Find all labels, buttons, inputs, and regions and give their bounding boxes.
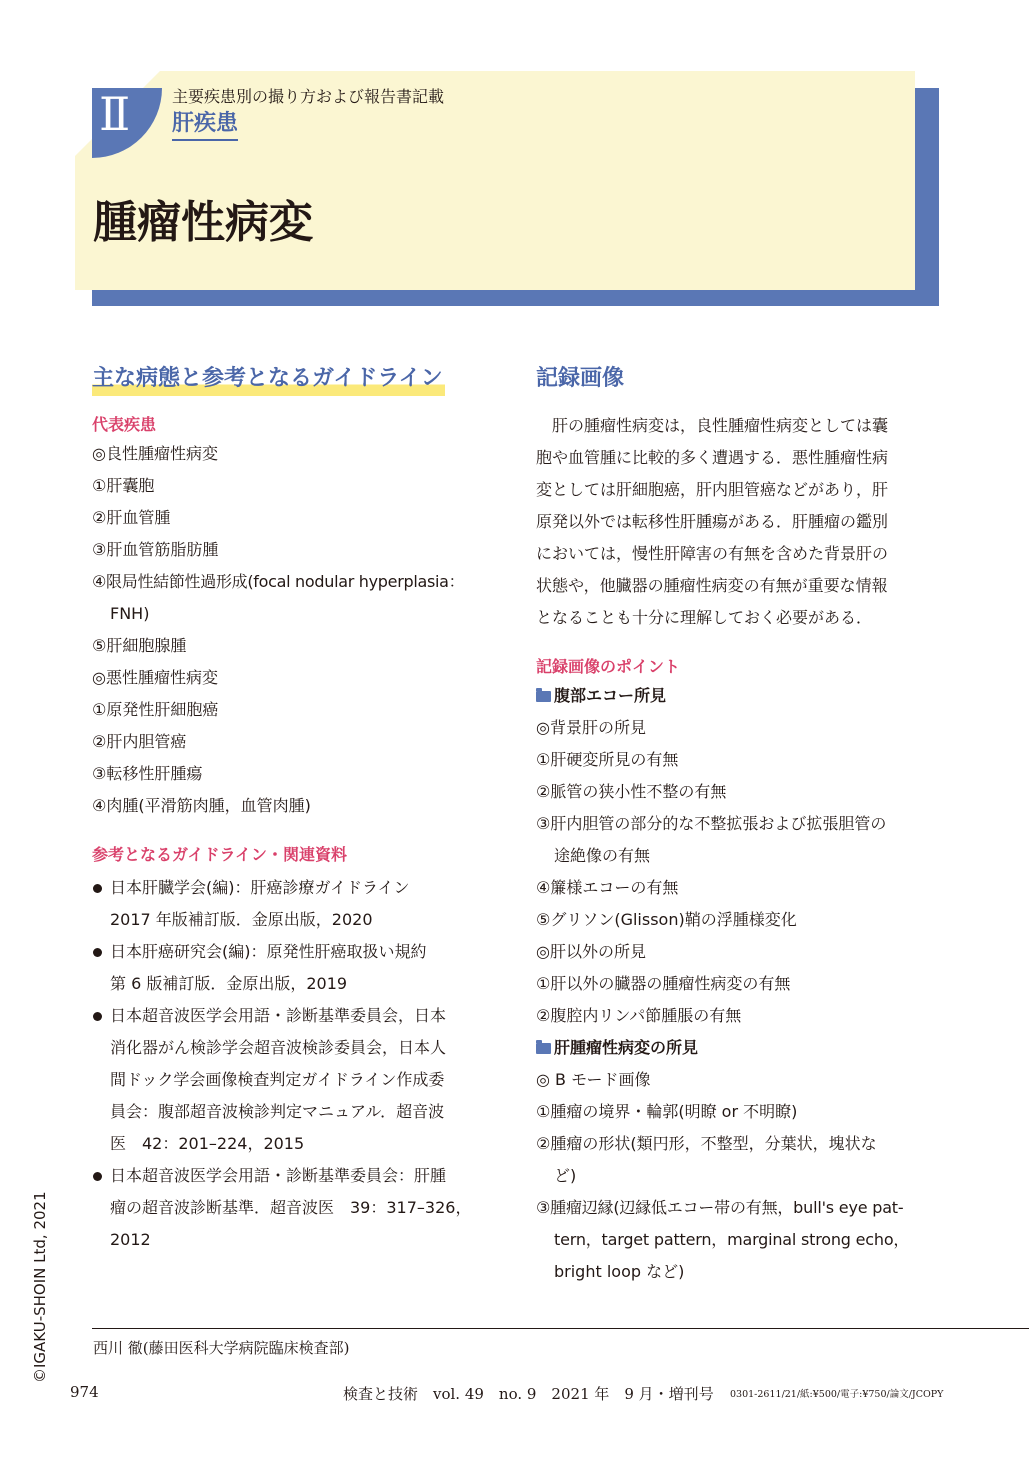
list-item: ②脈管の狭小性不整の有無	[536, 782, 727, 801]
bmode-heading: ◎ B モード画像	[536, 1070, 651, 1089]
reference-line: 2012	[110, 1230, 151, 1249]
list-item: ②肝内胆管癌	[92, 732, 187, 751]
list-item: ⑤肝細胞腺腫	[92, 636, 187, 655]
list-item: ②肝血管腫	[92, 508, 171, 527]
list-item: ①肝硬変所見の有無	[536, 750, 679, 769]
section-roman-numeral: Ⅱ	[99, 87, 125, 141]
tumor-findings-label: 肝腫瘤性病変の所見	[554, 1038, 699, 1057]
list-item: ③腫瘤辺縁(辺縁低エコー帯の有無，bull's eye pat-	[536, 1198, 904, 1217]
intro-line: においては，慢性肝障害の有無を含めた背景肝の	[536, 544, 889, 563]
section-subtitle: 主要疾患別の撮り方および報告書記載	[172, 87, 445, 106]
intro-line: 変としては肝細胞癌，肝内胆管癌などがあり，肝	[536, 480, 889, 499]
reference-line: 日本肝臓学会(編)：肝癌診療ガイドライン	[110, 878, 410, 897]
abdominal-echo-heading	[536, 680, 946, 712]
footer-divider	[92, 1328, 1029, 1329]
list-item: ⑤グリソン(Glisson)鞘の浮腫様変化	[536, 910, 797, 929]
reference-item	[92, 1160, 502, 1256]
reference-line: 2017 年版補訂版．金原出版，2020	[110, 910, 373, 929]
copyright-code: 0301-2611/21/紙:¥500/電子:¥750/論文/JCOPY	[730, 1389, 944, 1400]
intro-line: 肝の腫瘤性病変は，良性腫瘤性病変としては囊	[552, 416, 889, 435]
list-item: ①原発性肝細胞癌	[92, 700, 219, 719]
reference-line: 日本超音波医学会用語・診断基準委員会：肝腫	[110, 1166, 447, 1185]
list-item: ③肝血管筋脂肪腫	[92, 540, 219, 559]
list-item-continued: tern，target pattern，marginal strong echo，	[554, 1230, 910, 1249]
list-item: ②腫瘤の形状(類円形，不整型，分葉状，塊状な	[536, 1134, 877, 1153]
folder-icon	[536, 1043, 551, 1054]
list-item: ①肝以外の臓器の腫瘤性病変の有無	[536, 974, 791, 993]
reference-line: 間ドック学会画像検査判定ガイドライン作成委	[110, 1070, 445, 1089]
reference-line: 員会：腹部超音波検診判定マニュアル．超音波	[110, 1102, 445, 1121]
right-column	[536, 364, 946, 1288]
intro-line: 原発以外では転移性肝腫瘍がある．肝腫瘤の鑑別	[536, 512, 889, 531]
reference-line: 第 6 版補訂版．金原出版，2019	[110, 974, 348, 993]
diseases-label: 代表疾患	[92, 415, 157, 434]
list-item-continued: 途絶像の有無	[554, 846, 651, 865]
list-item-continued: FNH)	[110, 604, 150, 623]
list-item: ④肉腫(平滑筋肉腫，血管肉腫)	[92, 796, 311, 815]
reference-line: 日本超音波医学会用語・診断基準委員会，日本	[110, 1006, 447, 1025]
benign-heading: ◎良性腫瘤性病変	[92, 444, 218, 463]
left-section-heading: 主な病態と参考となるガイドライン	[92, 364, 445, 396]
author-line: 西川 徹(藤田医科大学病院臨床検査部)	[93, 1339, 350, 1357]
background-liver-heading: ◎背景肝の所見	[536, 718, 646, 737]
list-item: ④簾様エコーの有無	[536, 878, 679, 897]
malignant-heading: ◎悪性腫瘤性病変	[92, 668, 218, 687]
reference-line: 瘤の超音波診断基準．超音波医 39：317–326，	[110, 1198, 472, 1217]
list-item: ②腹腔内リンパ節腫脹の有無	[536, 1006, 742, 1025]
page-number: 974	[70, 1383, 99, 1401]
reference-item	[92, 872, 502, 936]
points-label: 記録画像のポイント	[536, 657, 681, 676]
list-item: ④限局性結節性過形成(focal nodular hyperplasia：	[92, 572, 465, 591]
list-item-continued: ど)	[554, 1166, 577, 1185]
intro-line: 状態や，他臓器の腫瘤性病変の有無が重要な情報	[536, 576, 888, 595]
intro-line: となることも十分に理解しておく必要がある．	[536, 608, 873, 627]
chapter-title: 肝疾患	[172, 110, 238, 141]
reference-line: 消化器がん検診学会超音波検診委員会，日本人	[110, 1038, 447, 1057]
copyright-vertical: ©IGAKU-SHOIN Ltd, 2021	[31, 1191, 49, 1383]
guidelines-label: 参考となるガイドライン・関連資料	[92, 845, 348, 864]
other-findings-heading: ◎肝以外の所見	[536, 942, 646, 961]
tumor-findings-heading	[536, 1032, 946, 1064]
page-title: 腫瘤性病変	[93, 197, 313, 248]
folder-icon	[536, 691, 551, 702]
left-column	[92, 364, 502, 1256]
right-section-heading: 記録画像	[536, 366, 625, 391]
reference-item	[92, 936, 502, 1000]
reference-line: 医 42：201–224，2015	[110, 1134, 305, 1153]
list-item: ①肝囊胞	[92, 476, 155, 495]
reference-item	[92, 1000, 502, 1160]
journal-info: 検査と技術 vol. 49 no. 9 2021 年 9 月・増刊号	[343, 1385, 714, 1403]
list-item: ③肝内胆管の部分的な不整拡張および拡張胆管の	[536, 814, 887, 833]
intro-line: 胞や血管腫に比較的多く遭遇する．悪性腫瘤性病	[536, 448, 889, 467]
list-item: ①腫瘤の境界・輪郭(明瞭 or 不明瞭)	[536, 1102, 798, 1121]
list-item: ③転移性肝腫瘍	[92, 764, 203, 783]
list-item-continued: bright loop など)	[554, 1262, 685, 1281]
reference-line: 日本肝癌研究会(編)：原発性肝癌取扱い規約	[110, 942, 427, 961]
abdominal-echo-label: 腹部エコー所見	[554, 686, 667, 705]
